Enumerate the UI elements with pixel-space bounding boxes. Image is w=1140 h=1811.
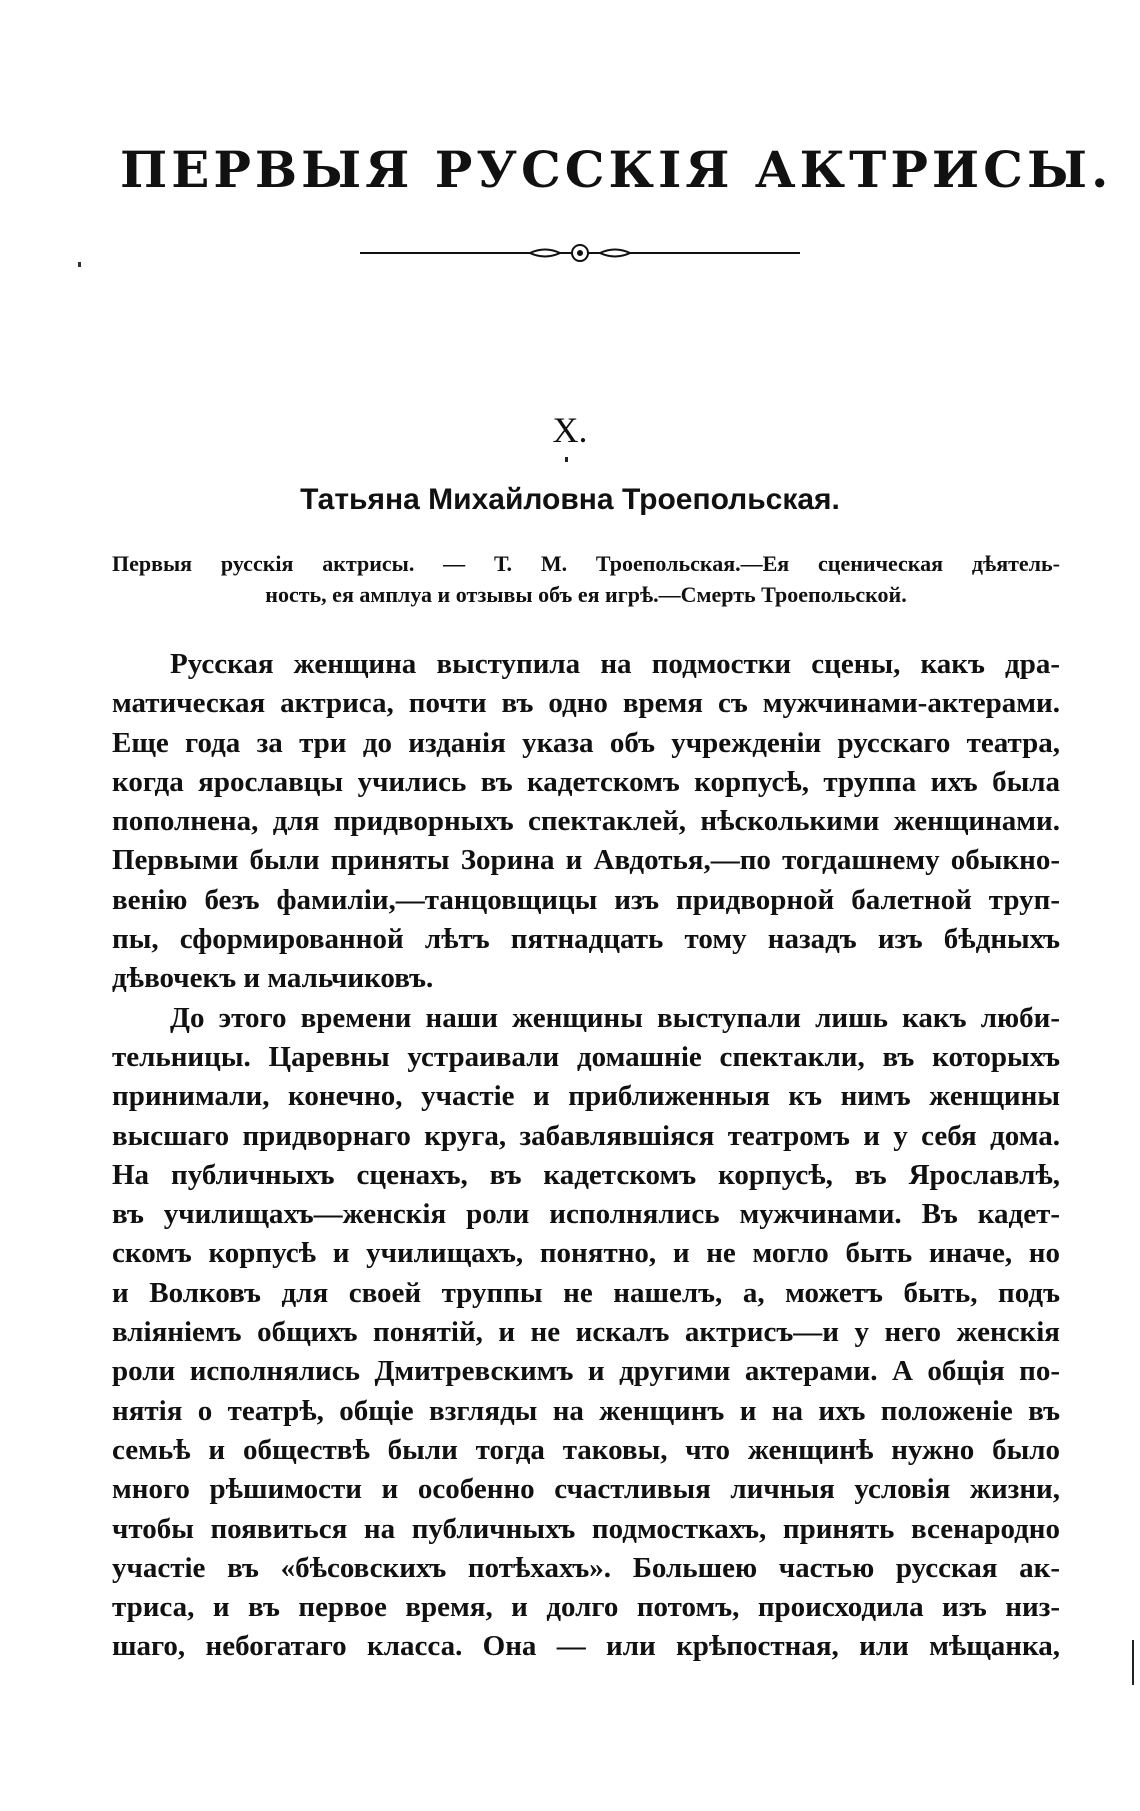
chapter-number: X. xyxy=(552,410,588,450)
chapter-summary xyxy=(112,548,1060,610)
text-line: венію безъ фамиліи,—танцовщицы изъ придворной балетной труп- xyxy=(112,883,1060,916)
text-line: вліяніемъ общихъ понятій, и не искалъ актрисъ—и у него женскія xyxy=(112,1316,1060,1349)
margin-scan-artifact xyxy=(1132,1640,1134,1685)
text-line: Русская женщина выступила на подмостки сцены, какъ дра- xyxy=(170,648,1060,680)
text-line: Еще года за три до изданія указа объ учрежденіи русскаго театра, xyxy=(112,726,1060,759)
text-line: участіе въ «бѣсовскихъ потѣхахъ». Большею частью русская ак- xyxy=(112,1551,1060,1584)
text-line: дѣвочекъ и мальчиковъ. xyxy=(112,962,434,995)
summary-line: ность, ея амплуа и отзывы объ ея игрѣ.—Смерть Троепольской. xyxy=(265,582,907,607)
text-line: Первыми были приняты Зорина и Авдотья,—по тогдашнему обыкно- xyxy=(112,844,1060,877)
body-text xyxy=(112,645,1060,1667)
text-line: матическая актриса, почти въ одно время съ мужчинами-актерами. xyxy=(112,687,1060,720)
text-line: семьѣ и обществѣ были тогда таковы, что женщинѣ нужно было xyxy=(112,1433,1060,1466)
text-line: пы, сформированной лѣтъ пятнадцать тому назадъ изъ бѣдныхъ xyxy=(112,923,1060,956)
text-line: скомъ корпусѣ и училищахъ, понятно, и не могло быть иначе, но xyxy=(112,1237,1060,1270)
text-line: шаго, небогатаго класса. Она — или крѣпостная, или мѣщанка, xyxy=(112,1630,1060,1663)
text-line: и Волковъ для своей труппы не нашелъ, а, можетъ быть, подъ xyxy=(112,1276,1060,1309)
book-title: ПЕРВЫЯ РУССКІЯ АКТРИСЫ. xyxy=(120,140,1113,199)
text-line: въ училищахъ—женскія роли исполнялись мужчинами. Въ кадет- xyxy=(112,1198,1060,1231)
text-line: нятія о театрѣ, общіе взгляды на женщинъ и на ихъ положеніе въ xyxy=(112,1394,1060,1427)
summary-line: Первыя русскія актрисы. — Т. М. Троепольская.—Ея сценическая дѣятель- xyxy=(112,551,1060,576)
text-line: триса, и въ первое время, и долго потомъ, происходила изъ низ- xyxy=(112,1591,1060,1624)
text-line: пополнена, для придворныхъ спектаклей, нѣсколькими женщинами. xyxy=(112,805,1060,838)
text-line: принимали, конечно, участіе и приближенныя къ нимъ женщины xyxy=(112,1080,1060,1113)
text-line: тельницы. Царевны устраивали домашніе спектакли, въ которыхъ xyxy=(112,1040,1060,1073)
text-line: До этого времени наши женщины выступали лишь какъ люби- xyxy=(170,1001,1060,1034)
text-line: когда ярославцы учились въ кадетскомъ корпусѣ, труппа ихъ была xyxy=(112,765,1060,798)
text-line: высшаго придворнаго круга, забавлявшіяся театромъ и у себя дома. xyxy=(112,1119,1060,1152)
text-line: много рѣшимости и особенно счастливыя личныя условія жизни, xyxy=(112,1473,1060,1506)
stray-ink-dot xyxy=(565,457,568,462)
text-line: чтобы появиться на публичныхъ подмосткахъ, принять всенародно xyxy=(112,1512,1060,1545)
stray-ink-mark xyxy=(78,262,81,267)
text-line: роли исполнялись Дмитревскимъ и другими актерами. А общія по- xyxy=(112,1355,1060,1388)
chapter-title: Татьяна Михайловна Троепольская. xyxy=(300,483,840,516)
title-ornament-divider xyxy=(360,238,800,268)
text-line: На публичныхъ сценахъ, въ кадетскомъ корпусѣ, въ Ярославлѣ, xyxy=(112,1158,1060,1191)
